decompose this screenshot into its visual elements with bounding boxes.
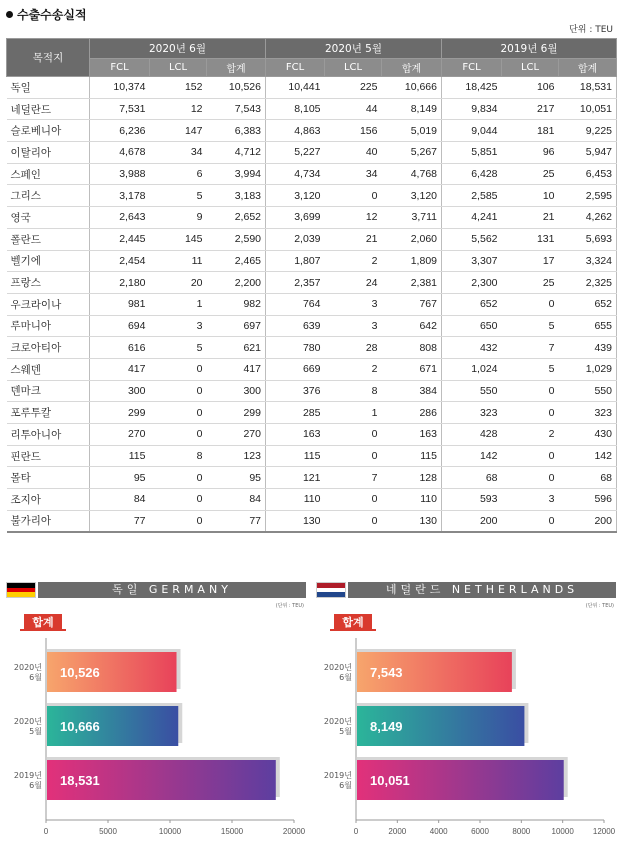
- sub-header: LCL: [150, 59, 207, 77]
- value-cell: 2,590: [207, 228, 266, 250]
- category-label: 2020년: [323, 717, 352, 726]
- value-cell: 0: [325, 510, 382, 532]
- value-cell: 96: [502, 142, 559, 164]
- value-cell: 270: [90, 424, 150, 446]
- value-cell: 18,425: [442, 77, 502, 99]
- section-title-text: 수출수송실적: [17, 8, 87, 22]
- table-row: [7, 510, 617, 532]
- value-cell: 225: [325, 77, 382, 99]
- value-cell: 0: [502, 293, 559, 315]
- value-cell: 6: [150, 163, 207, 185]
- value-cell: 181: [502, 120, 559, 142]
- value-cell: 0: [502, 445, 559, 467]
- table-row: [7, 272, 617, 294]
- value-cell: 10: [502, 185, 559, 207]
- destination-cell: 덴마크: [7, 380, 90, 402]
- value-cell: 28: [325, 337, 382, 359]
- value-cell: 1,809: [382, 250, 442, 272]
- table-row: [7, 424, 617, 446]
- sub-header: FCL: [90, 59, 150, 77]
- table-row: [7, 98, 617, 120]
- x-tick-label: 6000: [471, 827, 489, 836]
- sub-header: FCL: [266, 59, 325, 77]
- value-cell: 3: [502, 489, 559, 511]
- sub-header: LCL: [502, 59, 559, 77]
- value-cell: 3,307: [442, 250, 502, 272]
- value-cell: 156: [325, 120, 382, 142]
- value-cell: 6,453: [559, 163, 617, 185]
- value-cell: 6,428: [442, 163, 502, 185]
- value-cell: 95: [207, 467, 266, 489]
- value-cell: 95: [90, 467, 150, 489]
- value-cell: 780: [266, 337, 325, 359]
- value-cell: 5,693: [559, 228, 617, 250]
- flag-stripe: [317, 592, 345, 597]
- table-row: [7, 358, 617, 380]
- table-row: [7, 142, 617, 164]
- bullet-icon: [6, 11, 13, 18]
- value-cell: 9,834: [442, 98, 502, 120]
- value-cell: 2,381: [382, 272, 442, 294]
- table-row: [7, 120, 617, 142]
- value-cell: 417: [90, 358, 150, 380]
- value-cell: 0: [502, 467, 559, 489]
- table-row: [7, 250, 617, 272]
- sub-header: 합계: [559, 59, 617, 77]
- category-label: 2020년: [13, 717, 42, 726]
- x-tick-label: 5000: [99, 827, 117, 836]
- value-cell: 8,105: [266, 98, 325, 120]
- value-cell: 21: [325, 228, 382, 250]
- value-cell: 0: [502, 402, 559, 424]
- table-row: [7, 185, 617, 207]
- destination-cell: 그리스: [7, 185, 90, 207]
- value-cell: 270: [207, 424, 266, 446]
- value-cell: 25: [502, 163, 559, 185]
- value-cell: 428: [442, 424, 502, 446]
- x-tick-label: 8000: [512, 827, 531, 836]
- value-cell: 430: [559, 424, 617, 446]
- value-cell: 0: [150, 402, 207, 424]
- value-cell: 7,531: [90, 98, 150, 120]
- value-cell: 123: [207, 445, 266, 467]
- value-cell: 121: [266, 467, 325, 489]
- chart-unit: (단위 : TEU): [275, 603, 304, 609]
- value-cell: 767: [382, 293, 442, 315]
- value-cell: 764: [266, 293, 325, 315]
- value-cell: 650: [442, 315, 502, 337]
- value-cell: 621: [207, 337, 266, 359]
- value-cell: 152: [150, 77, 207, 99]
- value-cell: 4,863: [266, 120, 325, 142]
- value-cell: 8: [150, 445, 207, 467]
- value-cell: 0: [325, 424, 382, 446]
- value-cell: 376: [266, 380, 325, 402]
- value-cell: 5,019: [382, 120, 442, 142]
- value-cell: 593: [442, 489, 502, 511]
- value-cell: 10,666: [382, 77, 442, 99]
- category-label: 6월: [339, 781, 352, 790]
- value-cell: 1,807: [266, 250, 325, 272]
- value-cell: 0: [150, 380, 207, 402]
- value-cell: 84: [90, 489, 150, 511]
- sub-header: 합계: [382, 59, 442, 77]
- value-cell: 5,227: [266, 142, 325, 164]
- value-cell: 5,947: [559, 142, 617, 164]
- value-cell: 142: [442, 445, 502, 467]
- table-row: [7, 163, 617, 185]
- x-tick-label: 0: [43, 827, 49, 836]
- value-cell: 0: [150, 489, 207, 511]
- value-cell: 2,200: [207, 272, 266, 294]
- destination-cell: 프랑스: [7, 272, 90, 294]
- category-label: 2020년: [13, 663, 42, 672]
- value-cell: 0: [150, 467, 207, 489]
- value-cell: 5: [502, 358, 559, 380]
- table-row: [7, 337, 617, 359]
- value-cell: 4,734: [266, 163, 325, 185]
- x-tick-label: 10000: [551, 827, 574, 836]
- total-badge: 합계: [334, 614, 372, 631]
- value-cell: 2: [502, 424, 559, 446]
- table-row: [7, 77, 617, 99]
- destination-cell: 폴란드: [7, 228, 90, 250]
- value-cell: 68: [442, 467, 502, 489]
- value-cell: 432: [442, 337, 502, 359]
- value-cell: 7,543: [207, 98, 266, 120]
- value-cell: 3,994: [207, 163, 266, 185]
- value-cell: 642: [382, 315, 442, 337]
- bar-value-label: 8,149: [370, 719, 403, 734]
- table-row: [7, 228, 617, 250]
- dest-header: 목적지: [7, 39, 90, 77]
- value-cell: 2,585: [442, 185, 502, 207]
- value-cell: 4,678: [90, 142, 150, 164]
- value-cell: 130: [382, 510, 442, 532]
- value-cell: 0: [325, 445, 382, 467]
- germany-chart-panel: [6, 582, 306, 840]
- destination-cell: 크로아티아: [7, 337, 90, 359]
- value-cell: 130: [266, 510, 325, 532]
- value-cell: 3,988: [90, 163, 150, 185]
- category-label: 6월: [29, 673, 42, 682]
- value-cell: 5,851: [442, 142, 502, 164]
- destination-cell: 포루투칼: [7, 402, 90, 424]
- value-cell: 1: [150, 293, 207, 315]
- value-cell: 0: [325, 489, 382, 511]
- value-cell: 10,051: [559, 98, 617, 120]
- value-cell: 2,445: [90, 228, 150, 250]
- value-cell: 655: [559, 315, 617, 337]
- destination-cell: 핀란드: [7, 445, 90, 467]
- value-cell: 300: [90, 380, 150, 402]
- value-cell: 9,225: [559, 120, 617, 142]
- value-cell: 550: [442, 380, 502, 402]
- sub-header: LCL: [325, 59, 382, 77]
- value-cell: 7: [325, 467, 382, 489]
- x-tick-label: 12000: [592, 827, 616, 836]
- value-cell: 18,531: [559, 77, 617, 99]
- value-cell: 3,120: [382, 185, 442, 207]
- destination-cell: 조지아: [7, 489, 90, 511]
- value-cell: 3,178: [90, 185, 150, 207]
- value-cell: 115: [266, 445, 325, 467]
- value-cell: 299: [207, 402, 266, 424]
- value-cell: 5,562: [442, 228, 502, 250]
- value-cell: 639: [266, 315, 325, 337]
- value-cell: 2,300: [442, 272, 502, 294]
- value-cell: 77: [207, 510, 266, 532]
- value-cell: 550: [559, 380, 617, 402]
- value-cell: 596: [559, 489, 617, 511]
- value-cell: 0: [502, 510, 559, 532]
- destination-cell: 네덜란드: [7, 98, 90, 120]
- netherlands-flag-icon: [316, 582, 346, 598]
- value-cell: 3,699: [266, 207, 325, 229]
- value-cell: 0: [502, 380, 559, 402]
- destination-cell: 우크라이나: [7, 293, 90, 315]
- value-cell: 10,374: [90, 77, 150, 99]
- value-cell: 115: [90, 445, 150, 467]
- value-cell: 2,595: [559, 185, 617, 207]
- value-cell: 147: [150, 120, 207, 142]
- value-cell: 2,652: [207, 207, 266, 229]
- value-cell: 285: [266, 402, 325, 424]
- sub-header: 합계: [207, 59, 266, 77]
- value-cell: 417: [207, 358, 266, 380]
- value-cell: 1,029: [559, 358, 617, 380]
- value-cell: 299: [90, 402, 150, 424]
- destination-cell: 몰타: [7, 467, 90, 489]
- value-cell: 17: [502, 250, 559, 272]
- value-cell: 5: [150, 185, 207, 207]
- value-cell: 697: [207, 315, 266, 337]
- value-cell: 131: [502, 228, 559, 250]
- value-cell: 8,149: [382, 98, 442, 120]
- category-label: 2020년: [323, 663, 352, 672]
- value-cell: 10,526: [207, 77, 266, 99]
- value-cell: 145: [150, 228, 207, 250]
- value-cell: 34: [150, 142, 207, 164]
- value-cell: 200: [559, 510, 617, 532]
- value-cell: 2: [325, 358, 382, 380]
- chart-unit: (단위 : TEU): [585, 603, 614, 609]
- value-cell: 4,768: [382, 163, 442, 185]
- value-cell: 3,120: [266, 185, 325, 207]
- table-row: [7, 315, 617, 337]
- table-row: [7, 207, 617, 229]
- table-row: [7, 402, 617, 424]
- value-cell: 3,324: [559, 250, 617, 272]
- value-cell: 2,454: [90, 250, 150, 272]
- value-cell: 0: [150, 358, 207, 380]
- destination-cell: 독일: [7, 77, 90, 99]
- chart-title: 독일 GERMANY: [38, 582, 306, 598]
- value-cell: 5: [150, 337, 207, 359]
- table-row: [7, 445, 617, 467]
- value-cell: 8: [325, 380, 382, 402]
- value-cell: 7: [502, 337, 559, 359]
- value-cell: 4,241: [442, 207, 502, 229]
- value-cell: 163: [382, 424, 442, 446]
- destination-cell: 스페인: [7, 163, 90, 185]
- value-cell: 439: [559, 337, 617, 359]
- value-cell: 128: [382, 467, 442, 489]
- x-tick-label: 2000: [388, 827, 407, 836]
- value-cell: 694: [90, 315, 150, 337]
- value-cell: 4,712: [207, 142, 266, 164]
- category-label: 2019년: [323, 771, 352, 780]
- bar-value-label: 18,531: [60, 773, 100, 788]
- value-cell: 200: [442, 510, 502, 532]
- destination-cell: 영국: [7, 207, 90, 229]
- value-cell: 6,236: [90, 120, 150, 142]
- value-cell: 652: [559, 293, 617, 315]
- value-cell: 2,465: [207, 250, 266, 272]
- value-cell: 2,643: [90, 207, 150, 229]
- value-cell: 24: [325, 272, 382, 294]
- value-cell: 68: [559, 467, 617, 489]
- value-cell: 110: [382, 489, 442, 511]
- category-label: 6월: [339, 673, 352, 682]
- value-cell: 671: [382, 358, 442, 380]
- table-row: [7, 293, 617, 315]
- period-header: 2019년 6월: [442, 39, 617, 59]
- value-cell: 6,383: [207, 120, 266, 142]
- value-cell: 77: [90, 510, 150, 532]
- destination-cell: 슬로베니아: [7, 120, 90, 142]
- value-cell: 106: [502, 77, 559, 99]
- value-cell: 0: [150, 424, 207, 446]
- bar-value-label: 7,543: [370, 665, 403, 680]
- value-cell: 652: [442, 293, 502, 315]
- destination-cell: 불가리아: [7, 510, 90, 532]
- value-cell: 669: [266, 358, 325, 380]
- category-label: 2019년: [13, 771, 42, 780]
- destination-cell: 스웨덴: [7, 358, 90, 380]
- value-cell: 12: [150, 98, 207, 120]
- x-tick-label: 15000: [220, 827, 244, 836]
- value-cell: 0: [325, 185, 382, 207]
- value-cell: 3,183: [207, 185, 266, 207]
- period-header: 2020년 6월: [90, 39, 266, 59]
- value-cell: 2,357: [266, 272, 325, 294]
- value-cell: 4,262: [559, 207, 617, 229]
- destination-cell: 루마니아: [7, 315, 90, 337]
- value-cell: 3: [325, 315, 382, 337]
- value-cell: 616: [90, 337, 150, 359]
- value-cell: 1: [325, 402, 382, 424]
- value-cell: 2,039: [266, 228, 325, 250]
- value-cell: 217: [502, 98, 559, 120]
- table-row: [7, 467, 617, 489]
- x-tick-label: 10000: [158, 827, 182, 836]
- value-cell: 5,267: [382, 142, 442, 164]
- x-tick-label: 20000: [282, 827, 306, 836]
- value-cell: 10,441: [266, 77, 325, 99]
- value-cell: 3,711: [382, 207, 442, 229]
- value-cell: 9,044: [442, 120, 502, 142]
- value-cell: 2,325: [559, 272, 617, 294]
- netherlands-bar-chart: [316, 632, 616, 840]
- value-cell: 84: [207, 489, 266, 511]
- value-cell: 5: [502, 315, 559, 337]
- value-cell: 21: [502, 207, 559, 229]
- value-cell: 3: [325, 293, 382, 315]
- x-tick-label: 4000: [429, 827, 448, 836]
- table-row: [7, 380, 617, 402]
- destination-cell: 리투아니아: [7, 424, 90, 446]
- value-cell: 323: [559, 402, 617, 424]
- category-label: 5월: [29, 727, 42, 736]
- export-table: [6, 38, 617, 533]
- destination-cell: 벨기에: [7, 250, 90, 272]
- value-cell: 9: [150, 207, 207, 229]
- value-cell: 2: [325, 250, 382, 272]
- category-label: 6월: [29, 781, 42, 790]
- value-cell: 0: [150, 510, 207, 532]
- bar-value-label: 10,526: [60, 665, 100, 680]
- bar-value-label: 10,666: [60, 719, 100, 734]
- value-cell: 323: [442, 402, 502, 424]
- value-cell: 40: [325, 142, 382, 164]
- value-cell: 981: [90, 293, 150, 315]
- flag-stripe: [7, 592, 35, 597]
- destination-cell: 이탈리아: [7, 142, 90, 164]
- unit-label: 단위 : TEU: [569, 25, 613, 35]
- value-cell: 34: [325, 163, 382, 185]
- value-cell: 163: [266, 424, 325, 446]
- section-title: [6, 6, 87, 23]
- category-label: 5월: [339, 727, 352, 736]
- value-cell: 3: [150, 315, 207, 337]
- value-cell: 300: [207, 380, 266, 402]
- value-cell: 44: [325, 98, 382, 120]
- netherlands-chart-panel: [316, 582, 616, 840]
- value-cell: 808: [382, 337, 442, 359]
- germany-flag-icon: [6, 582, 36, 598]
- value-cell: 25: [502, 272, 559, 294]
- period-header: 2020년 5월: [266, 39, 442, 59]
- value-cell: 142: [559, 445, 617, 467]
- value-cell: 115: [382, 445, 442, 467]
- germany-bar-chart: [6, 632, 306, 840]
- chart-title: 네덜란드 NETHERLANDS: [348, 582, 616, 598]
- value-cell: 286: [382, 402, 442, 424]
- x-tick-label: 0: [353, 827, 359, 836]
- value-cell: 11: [150, 250, 207, 272]
- bar-value-label: 10,051: [370, 773, 410, 788]
- value-cell: 110: [266, 489, 325, 511]
- value-cell: 1,024: [442, 358, 502, 380]
- table-row: [7, 489, 617, 511]
- value-cell: 20: [150, 272, 207, 294]
- value-cell: 2,060: [382, 228, 442, 250]
- value-cell: 12: [325, 207, 382, 229]
- value-cell: 982: [207, 293, 266, 315]
- sub-header: FCL: [442, 59, 502, 77]
- total-badge: 합계: [24, 614, 62, 631]
- value-cell: 384: [382, 380, 442, 402]
- value-cell: 2,180: [90, 272, 150, 294]
